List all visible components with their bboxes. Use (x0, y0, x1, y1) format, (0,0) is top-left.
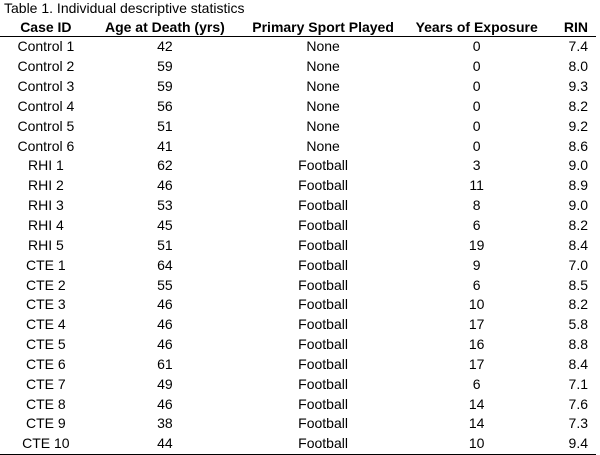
rin-cell: 7.4 (568, 38, 588, 55)
exposure-cell: 0 (472, 137, 481, 154)
age-cell: 46 (157, 316, 173, 333)
age-cell: 53 (157, 197, 173, 214)
exposure-cell: 3 (472, 157, 481, 174)
table-row (0, 116, 596, 136)
exposure-cell: 16 (468, 336, 485, 353)
rin-cell: 8.4 (568, 236, 588, 253)
exposure-cell: 10 (468, 296, 485, 313)
case-id-cell: RHI 3 (27, 197, 64, 214)
age-cell: 59 (157, 58, 173, 75)
rin-cell: 5.8 (568, 316, 588, 333)
case-id-cell: CTE 7 (26, 375, 66, 392)
table-row (0, 255, 596, 275)
age-cell: 38 (157, 415, 173, 432)
exposure-cell: 0 (472, 58, 481, 75)
sport-cell: None (306, 38, 340, 55)
descriptive-statistics-table (0, 17, 596, 455)
rin-cell: 8.9 (568, 177, 588, 194)
sport-cell: None (306, 97, 340, 114)
case-id-cell: CTE 9 (26, 415, 66, 432)
sport-cell: Football (298, 395, 348, 412)
header-rin: RIN (563, 18, 588, 35)
case-id-cell: Control 4 (17, 97, 75, 114)
exposure-cell: 14 (468, 415, 485, 432)
table-row (0, 136, 596, 156)
table-row (0, 97, 596, 117)
age-cell: 42 (157, 38, 173, 55)
case-id-cell: RHI 2 (27, 177, 64, 194)
sport-cell: Football (298, 415, 348, 432)
case-id-cell: Control 5 (17, 117, 75, 134)
sport-cell: Football (298, 375, 348, 392)
exposure-cell: 17 (468, 316, 485, 333)
sport-cell: None (306, 78, 340, 95)
exposure-cell: 6 (472, 375, 481, 392)
age-cell: 61 (157, 355, 173, 372)
case-id-cell: CTE 8 (26, 395, 66, 412)
rin-cell: 8.5 (568, 276, 588, 293)
case-id-cell: RHI 1 (27, 157, 64, 174)
age-cell: 55 (157, 276, 173, 293)
age-cell: 56 (157, 97, 173, 114)
table-row (0, 374, 596, 394)
exposure-cell: 11 (469, 177, 484, 194)
table-row (0, 196, 596, 216)
exposure-cell: 14 (468, 395, 485, 412)
rin-cell: 9.0 (568, 197, 588, 214)
exposure-cell: 17 (468, 355, 485, 372)
age-cell: 46 (157, 336, 173, 353)
rin-cell: 8.6 (568, 137, 588, 154)
sport-cell: Football (298, 157, 348, 174)
age-cell: 44 (157, 435, 173, 452)
age-cell: 51 (157, 117, 173, 134)
case-id-cell: Control 3 (17, 78, 75, 95)
sport-cell: Football (298, 316, 348, 333)
exposure-cell: 0 (472, 38, 481, 55)
sport-cell: Football (298, 177, 348, 194)
age-cell: 51 (157, 236, 173, 253)
exposure-cell: 0 (472, 117, 481, 134)
case-id-cell: CTE 5 (26, 336, 66, 353)
table-row (0, 355, 596, 375)
exposure-cell: 9 (472, 256, 481, 273)
rin-cell: 7.3 (568, 415, 588, 432)
table-row (0, 176, 596, 196)
age-cell: 64 (157, 256, 173, 273)
rin-cell: 9.3 (568, 78, 588, 95)
table-row (0, 77, 596, 97)
rin-cell: 8.4 (568, 355, 588, 372)
rin-cell: 8.2 (568, 296, 588, 313)
rin-cell: 9.2 (568, 117, 588, 134)
header-case-id: Case ID (20, 18, 72, 35)
sport-cell: Football (298, 256, 348, 273)
exposure-cell: 6 (472, 276, 481, 293)
sport-cell: None (306, 58, 340, 75)
table-row (0, 37, 596, 57)
age-cell: 46 (157, 177, 173, 194)
table-row (0, 335, 596, 355)
header-primary-sport: Primary Sport Played (252, 18, 394, 35)
sport-cell: Football (298, 276, 348, 293)
age-cell: 41 (157, 137, 173, 154)
case-id-cell: Control 2 (17, 58, 75, 75)
rin-cell: 9.0 (568, 157, 588, 174)
table-row (0, 414, 596, 434)
sport-cell: None (306, 117, 340, 134)
case-id-cell: CTE 2 (26, 276, 66, 293)
sport-cell: None (306, 137, 340, 154)
table-row (0, 156, 596, 176)
table-row (0, 216, 596, 236)
exposure-cell: 8 (472, 197, 481, 214)
table-row (0, 295, 596, 315)
table-caption: Table 1. Individual descriptive statistics (4, 0, 245, 16)
table-row (0, 57, 596, 77)
sport-cell: Football (298, 355, 348, 372)
table-row (0, 434, 596, 454)
table-body (0, 37, 596, 455)
case-id-cell: RHI 5 (27, 236, 64, 253)
case-id-cell: Control 1 (17, 38, 75, 55)
age-cell: 59 (157, 78, 173, 95)
table-row (0, 235, 596, 255)
case-id-cell: CTE 4 (26, 316, 66, 333)
header-years-of-exposure: Years of Exposure (415, 18, 538, 35)
age-cell: 46 (157, 296, 173, 313)
case-id-cell: CTE 3 (26, 296, 66, 313)
case-id-cell: CTE 10 (22, 435, 70, 452)
table-header (0, 17, 596, 37)
table-row (0, 275, 596, 295)
age-cell: 46 (157, 395, 173, 412)
case-id-cell: CTE 6 (26, 355, 66, 372)
rin-cell: 8.8 (568, 336, 588, 353)
case-id-cell: CTE 1 (26, 256, 66, 273)
rin-cell: 8.2 (568, 217, 588, 234)
exposure-cell: 10 (468, 435, 485, 452)
table-row (0, 315, 596, 335)
sport-cell: Football (298, 217, 348, 234)
sport-cell: Football (298, 336, 348, 353)
case-id-cell: RHI 4 (27, 217, 64, 234)
exposure-cell: 0 (472, 78, 481, 95)
rin-cell: 9.4 (568, 435, 588, 452)
exposure-cell: 0 (472, 97, 481, 114)
sport-cell: Football (298, 296, 348, 313)
case-id-cell: Control 6 (17, 137, 75, 154)
age-cell: 45 (157, 217, 173, 234)
rin-cell: 7.0 (568, 256, 588, 273)
rin-cell: 8.0 (568, 58, 588, 75)
age-cell: 62 (157, 157, 173, 174)
sport-cell: Football (298, 236, 348, 253)
sport-cell: Football (298, 435, 348, 452)
rin-cell: 7.6 (568, 395, 588, 412)
rin-cell: 7.1 (568, 375, 588, 392)
exposure-cell: 6 (472, 217, 481, 234)
header-row (0, 17, 596, 37)
age-cell: 49 (157, 375, 173, 392)
exposure-cell: 19 (468, 236, 485, 253)
sport-cell: Football (298, 197, 348, 214)
table-row (0, 394, 596, 414)
header-age-at-death: Age at Death (yrs) (104, 18, 225, 35)
rin-cell: 8.2 (568, 97, 588, 114)
